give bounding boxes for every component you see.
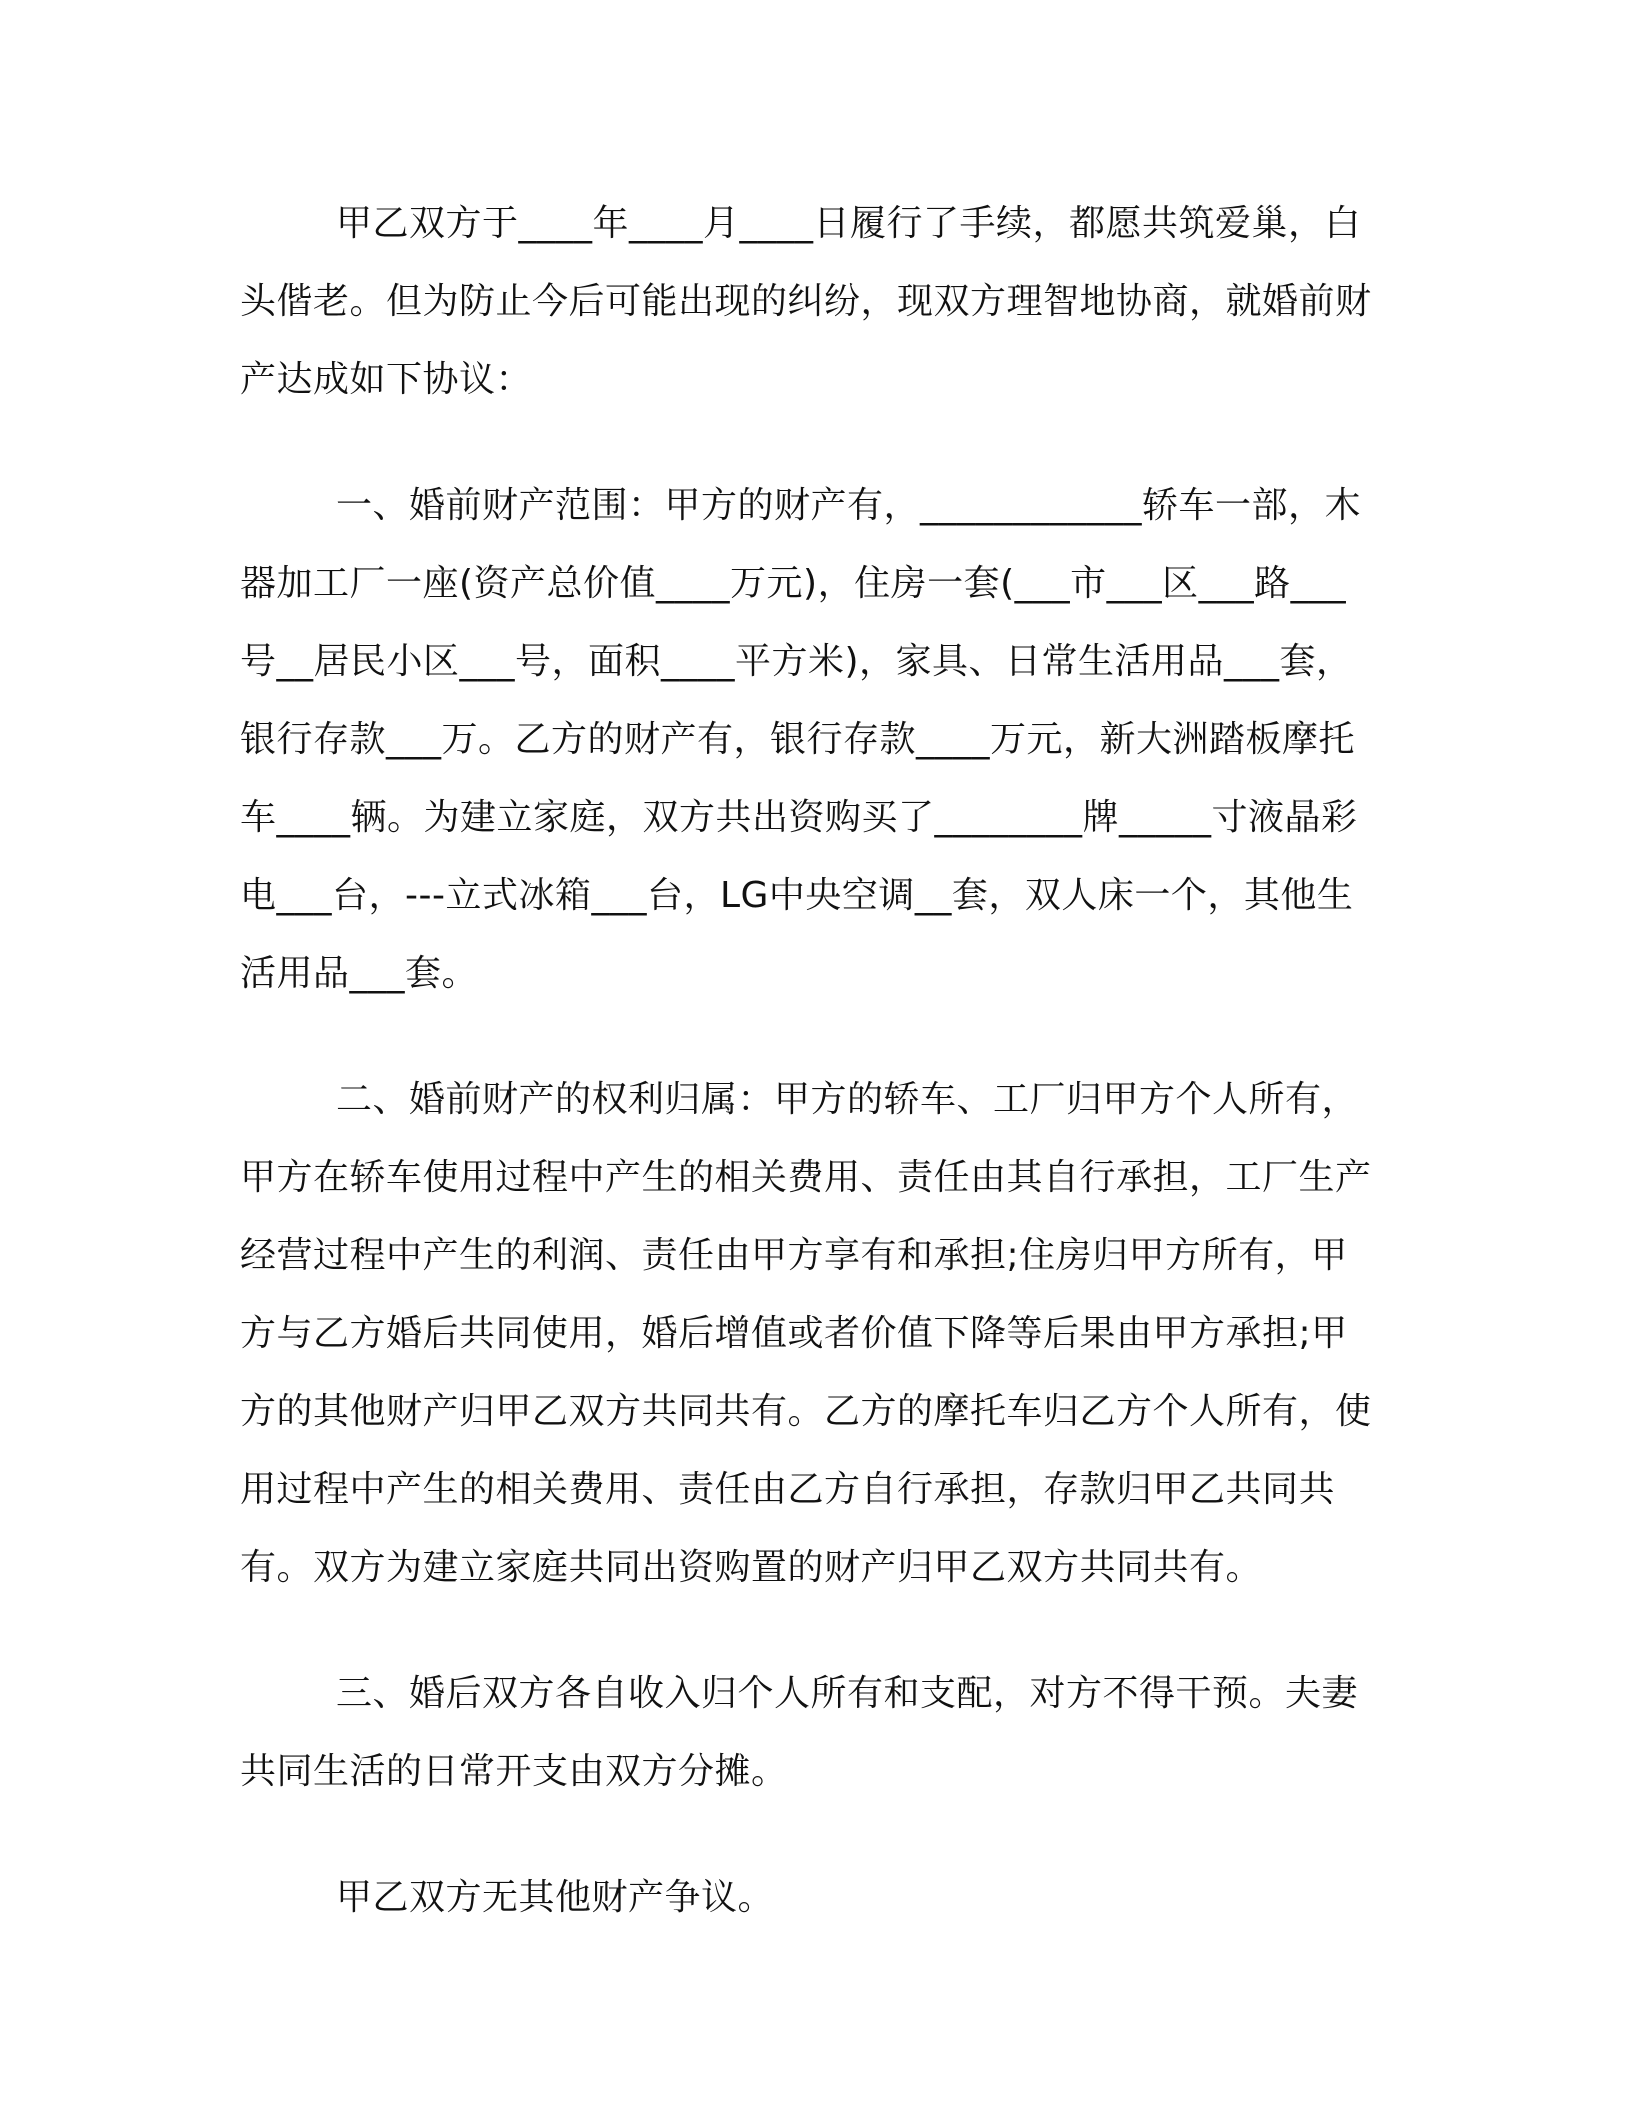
paragraph-property-ownership: 二、婚前财产的权利归属：甲方的轿车、工厂归甲方个人所有，甲方在轿车使用过程中产生的相关费用、责任由其自行承担，工厂生产经营过程中产生的利润、责任由甲方享有和承担;住房归甲方所有，甲方与乙方婚后共同使用，婚后增值或者价值下降等后果由甲方承担;甲方的其他财产归甲乙双方共同共有。乙方的摩托车归乙方个人所有，使用过程中产生的相关费用、责任由乙方自行承担，存款归甲乙共同共有。双方为建立家庭共同出资购置的财产归甲乙双方共同共有。	[240, 1079, 1372, 1588]
paragraph-gap	[240, 419, 1380, 467]
paragraph-property-scope: 一、婚前财产范围：甲方的财产有，____________轿车一部，木器加工厂一座(资产总价值____万元)，住房一套(___市___区___路___号__居民小区___号，面积____平方米)，家具、日常生活用品___套，银行存款___万。乙方的财产有，银行存款____万元，新大洲踏板摩托车____辆。为建立家庭，双方共出资购买了________牌_____寸液晶彩电___台，---立式冰箱___台，LG中央空调__套，双人床一个，其他生活用品___套。	[240, 485, 1362, 994]
paragraph-income: 三、婚后双方各自收入归个人所有和支配，对方不得干预。夫妻共同生活的日常开支由双方分摊。	[240, 1673, 1359, 1792]
paragraph-intro: 甲乙双方于____年____月____日履行了手续，都愿共筑爱巢，白头偕老。但为防止今后可能出现的纠纷，现双方理智地协商，就婚前财产达成如下协议：	[240, 203, 1372, 400]
paragraph-gap	[240, 1607, 1380, 1655]
paragraph-gap	[240, 1811, 1380, 1859]
paragraph-closing: 甲乙双方无其他财产争议。	[336, 1877, 775, 1918]
paragraph-gap	[240, 1013, 1380, 1061]
document-body	[240, 185, 1380, 1937]
